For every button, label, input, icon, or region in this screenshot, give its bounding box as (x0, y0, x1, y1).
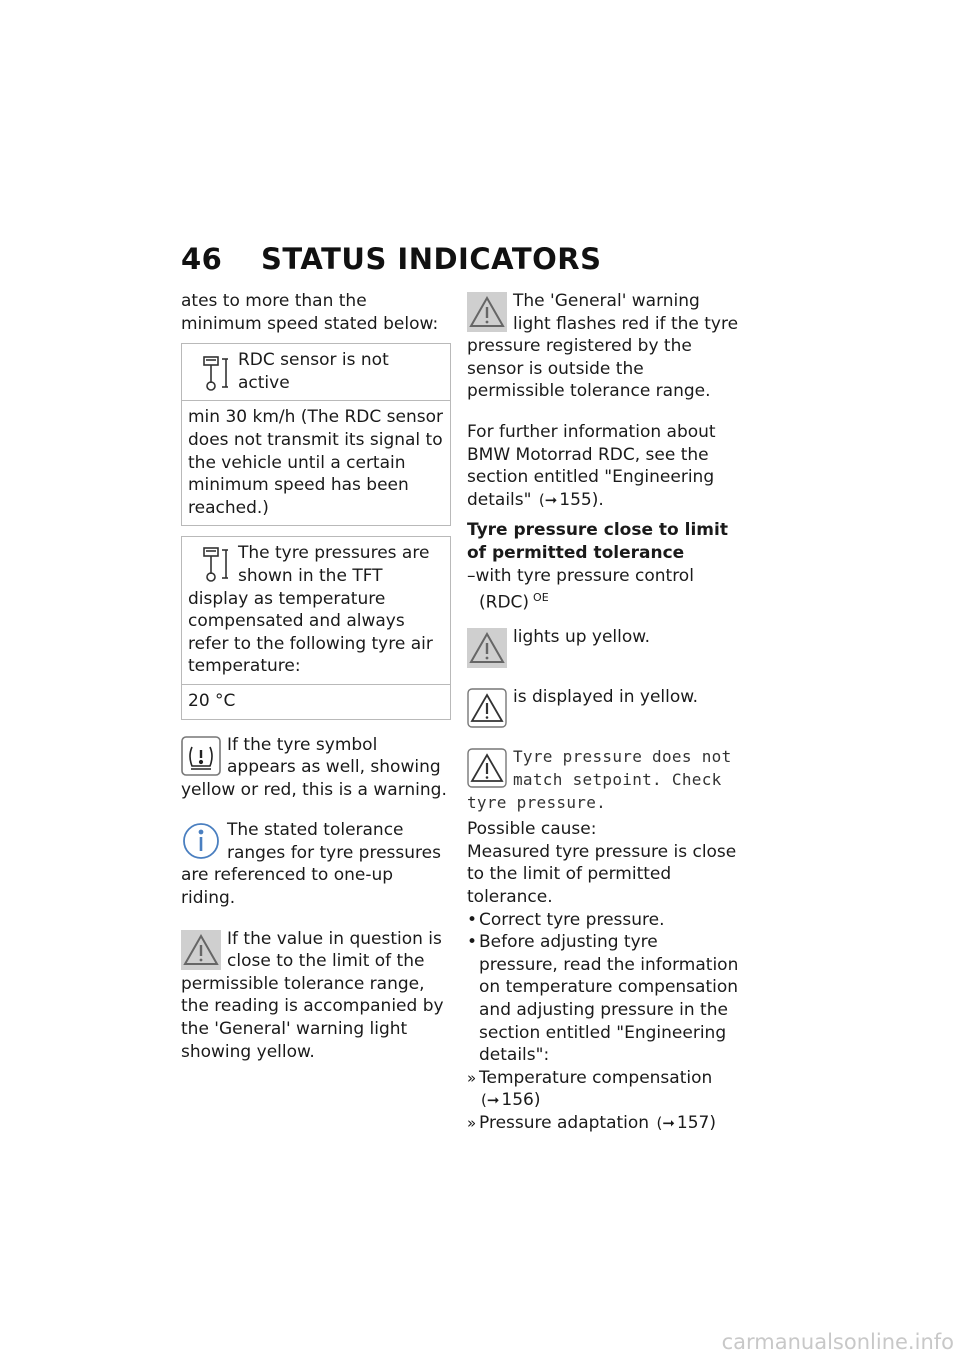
warning-triangle-outline-icon (467, 748, 507, 788)
table-label: The tyre pressures are shown in the TFT display as temperature compensated and always refer to the following tyre air temperature: (188, 543, 433, 677)
further-info-text: For further information about BMW Motorrad RDC, see the section entitled "Engineering details" (467, 421, 716, 510)
right-column (467, 290, 739, 1134)
table-label: RDC sensor is not active (238, 350, 389, 393)
left-column (181, 290, 451, 1081)
lights-yellow-item (467, 626, 739, 668)
table-row (182, 685, 450, 719)
result-text: Temperature compensation (479, 1067, 713, 1088)
rdc-sensor-icon (192, 542, 230, 586)
warning-triangle-icon (467, 292, 507, 332)
intro-text: ates to more than the minimum speed stated below: (181, 291, 439, 334)
section-heading: Tyre pressure close to limit of permitted tolerance (467, 520, 728, 563)
general-note-text: The 'General' warning light flashes red if the tyre pressure registered by the sensor is outside the permissible tolerance range. (467, 291, 739, 402)
list-item: • Correct tyre pressure. (467, 909, 739, 932)
display-message-text: Tyre pressure does not match setpoint. Check tyre pressure. (467, 747, 732, 812)
result-ref[interactable]: 156) (501, 1090, 541, 1111)
displayed-yellow-item (467, 686, 739, 728)
rdc-sensor-icon (192, 349, 230, 393)
condition-sup: OE (533, 591, 549, 605)
table-row (182, 401, 450, 525)
display-message-item (467, 746, 739, 814)
list-item: • Before adjusting tyre pressure, read the information on temperature compensation and adjusting pressure in the section entitled "Engineering details": (467, 931, 739, 1067)
warning-triangle-outline-icon (467, 688, 507, 728)
warning-triangle-icon (181, 930, 221, 970)
tyre-pressure-icon (181, 736, 221, 776)
page-header (181, 242, 601, 282)
watermark: carmanualsonline.info (721, 1330, 954, 1354)
result-ref[interactable]: 157) (676, 1112, 716, 1133)
page-number: 46 (181, 242, 223, 276)
tyre-temperature-table (181, 536, 451, 719)
table-value: min 30 km/h (The RDC sensor does not transmit its signal to the vehicle until a certain minimum speed has been reached.) (188, 407, 443, 518)
table-value: 20 °C (188, 690, 236, 711)
page-ref-arrow-icon: (➞ (656, 1113, 675, 1132)
cause-text: Measured tyre pressure is close to the limit of permitted tolerance. (467, 841, 737, 907)
displayed-yellow-text: is displayed in yellow. (513, 687, 699, 708)
tyre-warning-note (181, 734, 451, 802)
rdc-sensor-table (181, 343, 451, 526)
info-note-text: The stated tolerance ranges for tyre pressures are referenced to one-up riding. (181, 820, 441, 909)
result-item (467, 1067, 739, 1112)
warning-triangle-icon (467, 628, 507, 668)
table-row (182, 537, 450, 685)
further-info (467, 421, 739, 511)
possible-cause-label: Possible cause: (467, 819, 597, 840)
lights-yellow-text: lights up yellow. (513, 627, 651, 648)
info-note (181, 819, 451, 909)
warning-note (181, 928, 451, 1064)
general-warning-note (467, 290, 739, 403)
page-title: STATUS INDICATORS (261, 242, 602, 276)
info-icon (181, 821, 221, 861)
page-ref-arrow-icon: (➞ (481, 1091, 500, 1110)
result-text: Pressure adaptation (479, 1112, 650, 1133)
table-row (182, 344, 450, 401)
warning-note-text: If the value in question is close to the limit of the permissible tolerance range, the reading is accompanied by the 'General' warning light showing yellow. (181, 928, 444, 1062)
condition-item: –with tyre pressure control (RDC) $^{OE}$ (467, 565, 694, 613)
result-item (467, 1112, 739, 1135)
further-info-ref[interactable]: 155). (559, 489, 604, 510)
condition-text: with tyre pressure control (RDC) (475, 565, 694, 613)
tyre-note-text: If the tyre symbol appears as well, showing yellow or red, this is a warning. (181, 734, 447, 800)
page-ref-arrow-icon: (➞ (538, 490, 558, 509)
